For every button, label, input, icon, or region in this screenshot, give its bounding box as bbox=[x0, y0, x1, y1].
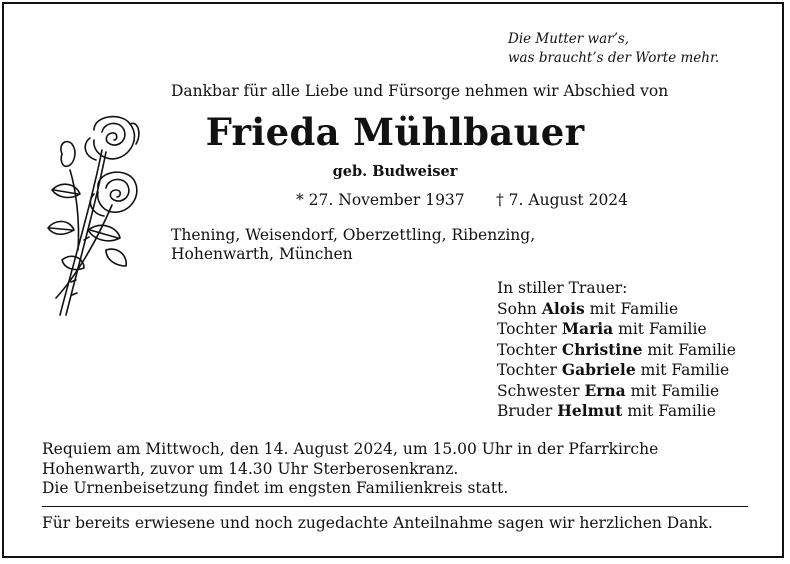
mourners-block bbox=[497, 278, 736, 422]
mourners-heading: In stiller Trauer: bbox=[497, 279, 628, 297]
requiem-line-3: Die Urnenbeisetzung findet im engsten Familienkreis statt. bbox=[42, 479, 509, 497]
mourner-entry: Sohn Alois mit Familie bbox=[497, 298, 679, 318]
requiem-info bbox=[42, 440, 658, 499]
quote-line-2: was braucht’s der Worte mehr. bbox=[508, 50, 720, 66]
mourner-entry: Bruder Helmut mit Familie bbox=[497, 401, 716, 420]
maiden-name: geb. Budweiser bbox=[332, 163, 458, 180]
places-list bbox=[171, 226, 535, 264]
mourner-entry: Schwester Erna mit Familie bbox=[497, 380, 720, 400]
birth-date: * 27. November 1937 bbox=[296, 191, 465, 209]
intro-text: Dankbar für alle Liebe und Fürsorge nehmen wir Abschied von bbox=[171, 82, 669, 100]
requiem-line-2: Hohenwarth, zuvor um 14.30 Uhr Sterberosenkranz. bbox=[42, 459, 459, 478]
places-line-2: Hohenwarth, München bbox=[171, 245, 353, 263]
thanks-text: Für bereits erwiesene und noch zugedachte Anteilnahme sagen wir herzlichen Dank. bbox=[42, 514, 713, 532]
death-date: † 7. August 2024 bbox=[496, 191, 629, 209]
places-line-1: Thening, Weisendorf, Oberzettling, Ribenzing, bbox=[171, 226, 536, 244]
deceased-name: Frieda Mühlbauer bbox=[205, 110, 585, 154]
divider bbox=[42, 506, 748, 507]
epigraph-quote bbox=[508, 30, 719, 68]
mourner-entry: Tochter Maria mit Familie bbox=[497, 319, 707, 338]
mourner-entry: Tochter Christine mit Familie bbox=[497, 339, 736, 359]
mourner-entry: Tochter Gabriele mit Familie bbox=[497, 360, 730, 379]
quote-line-1: Die Mutter war’s, bbox=[508, 31, 630, 47]
requiem-line-1: Requiem am Mittwoch, den 14. August 2024, um 15.00 Uhr in der Pfarrkirche bbox=[42, 440, 659, 458]
